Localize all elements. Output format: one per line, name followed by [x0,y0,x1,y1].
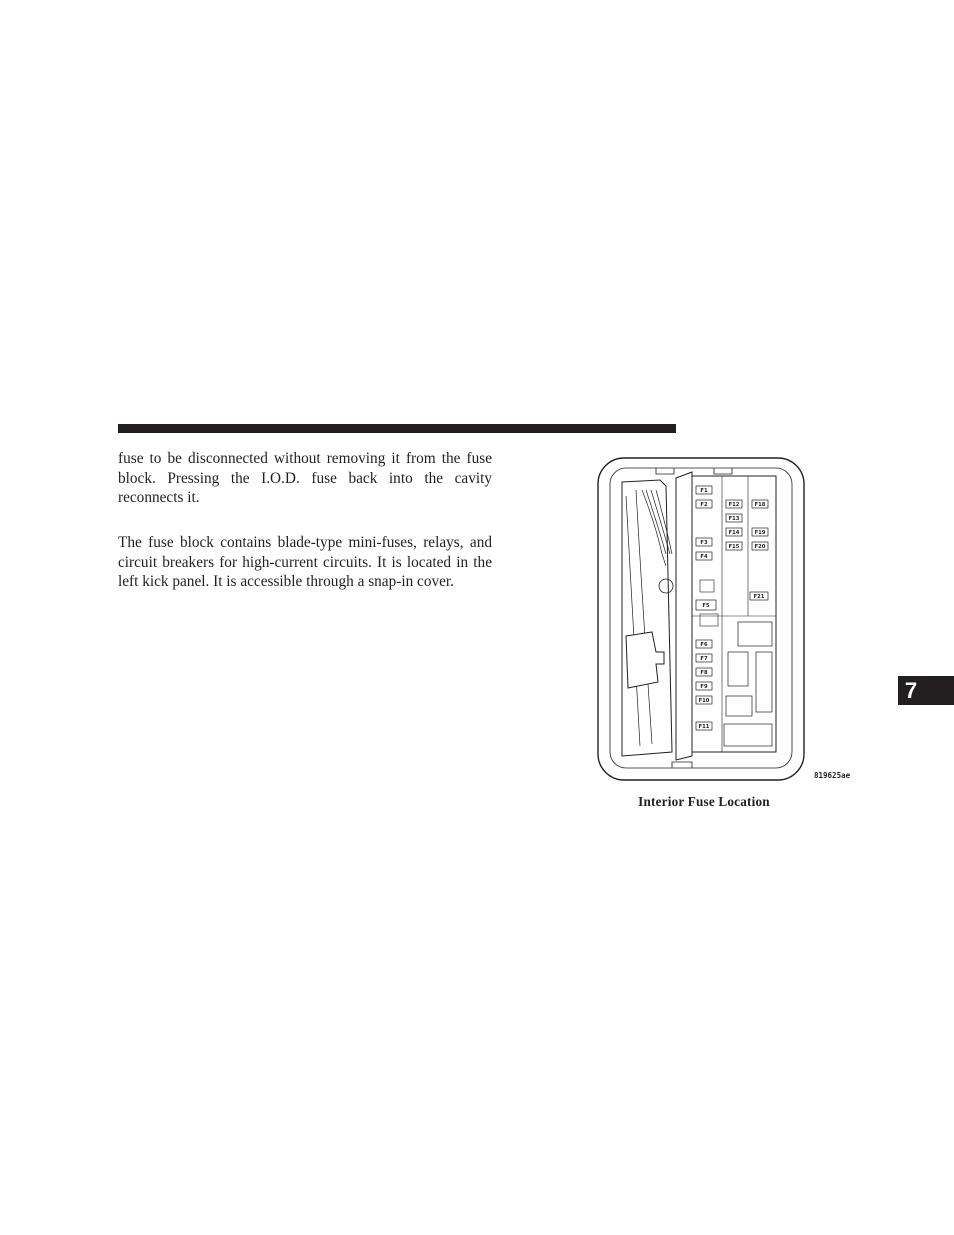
fuse-f13 [726,514,742,522]
section-rule [118,424,676,433]
svg-text:F21: F21 [753,594,765,600]
svg-text:F7: F7 [700,656,708,662]
svg-text:F12: F12 [728,502,740,508]
interior-fuse-diagram [596,456,858,786]
svg-text:F10: F10 [698,698,710,704]
fuse-f12 [726,500,742,508]
svg-text:F6: F6 [700,642,708,648]
svg-text:F20: F20 [754,544,766,550]
svg-text:F13: F13 [728,516,740,522]
fuse-f1 [696,486,712,494]
svg-text:F8: F8 [700,670,708,676]
svg-text:F5: F5 [702,603,710,609]
fuse-f14 [726,528,742,536]
fuse-f18 [752,500,768,508]
figure-id: 819625ae [814,771,851,780]
svg-text:F15: F15 [728,544,740,550]
svg-text:F11: F11 [698,724,710,730]
svg-text:F3: F3 [700,540,708,546]
chapter-number: 7 [904,678,918,703]
fuse-f7 [696,654,712,662]
fuse-f10 [696,696,712,704]
fuse-f20 [752,542,768,550]
svg-text:F2: F2 [700,502,708,508]
fuse-f9 [696,682,712,690]
fuse-panel-illustration [596,456,858,786]
fuse-f6 [696,640,712,648]
fuse-f2 [696,500,712,508]
svg-text:F4: F4 [700,554,708,560]
fuse-f3 [696,538,712,546]
fuse-f8 [696,668,712,676]
body-paragraph-fuse-block: The fuse block contains blade-type mini-fuses, relays, and circuit breakers for high-current circuits. It is located in the left kick panel. It is accessible through a snap-in cover. [118,534,492,590]
fuse-f21 [750,592,768,600]
fuse-f15 [726,542,742,550]
fuse-f5 [696,600,716,610]
svg-text:F9: F9 [700,684,708,690]
svg-text:F18: F18 [754,502,766,508]
svg-text:F19: F19 [754,530,766,536]
fuse-f19 [752,528,768,536]
body-paragraph-continued: fuse to be disconnected without removing it from the fuse block. Pressing the I.O.D. fuse back into the cavity reconnects it. [118,450,492,506]
fuse-f11 [696,722,712,730]
svg-text:F14: F14 [728,530,740,536]
figure-caption: Interior Fuse Location [638,794,770,809]
svg-text:F1: F1 [700,488,708,494]
chapter-tab [898,676,954,705]
fuse-f4 [696,552,712,560]
